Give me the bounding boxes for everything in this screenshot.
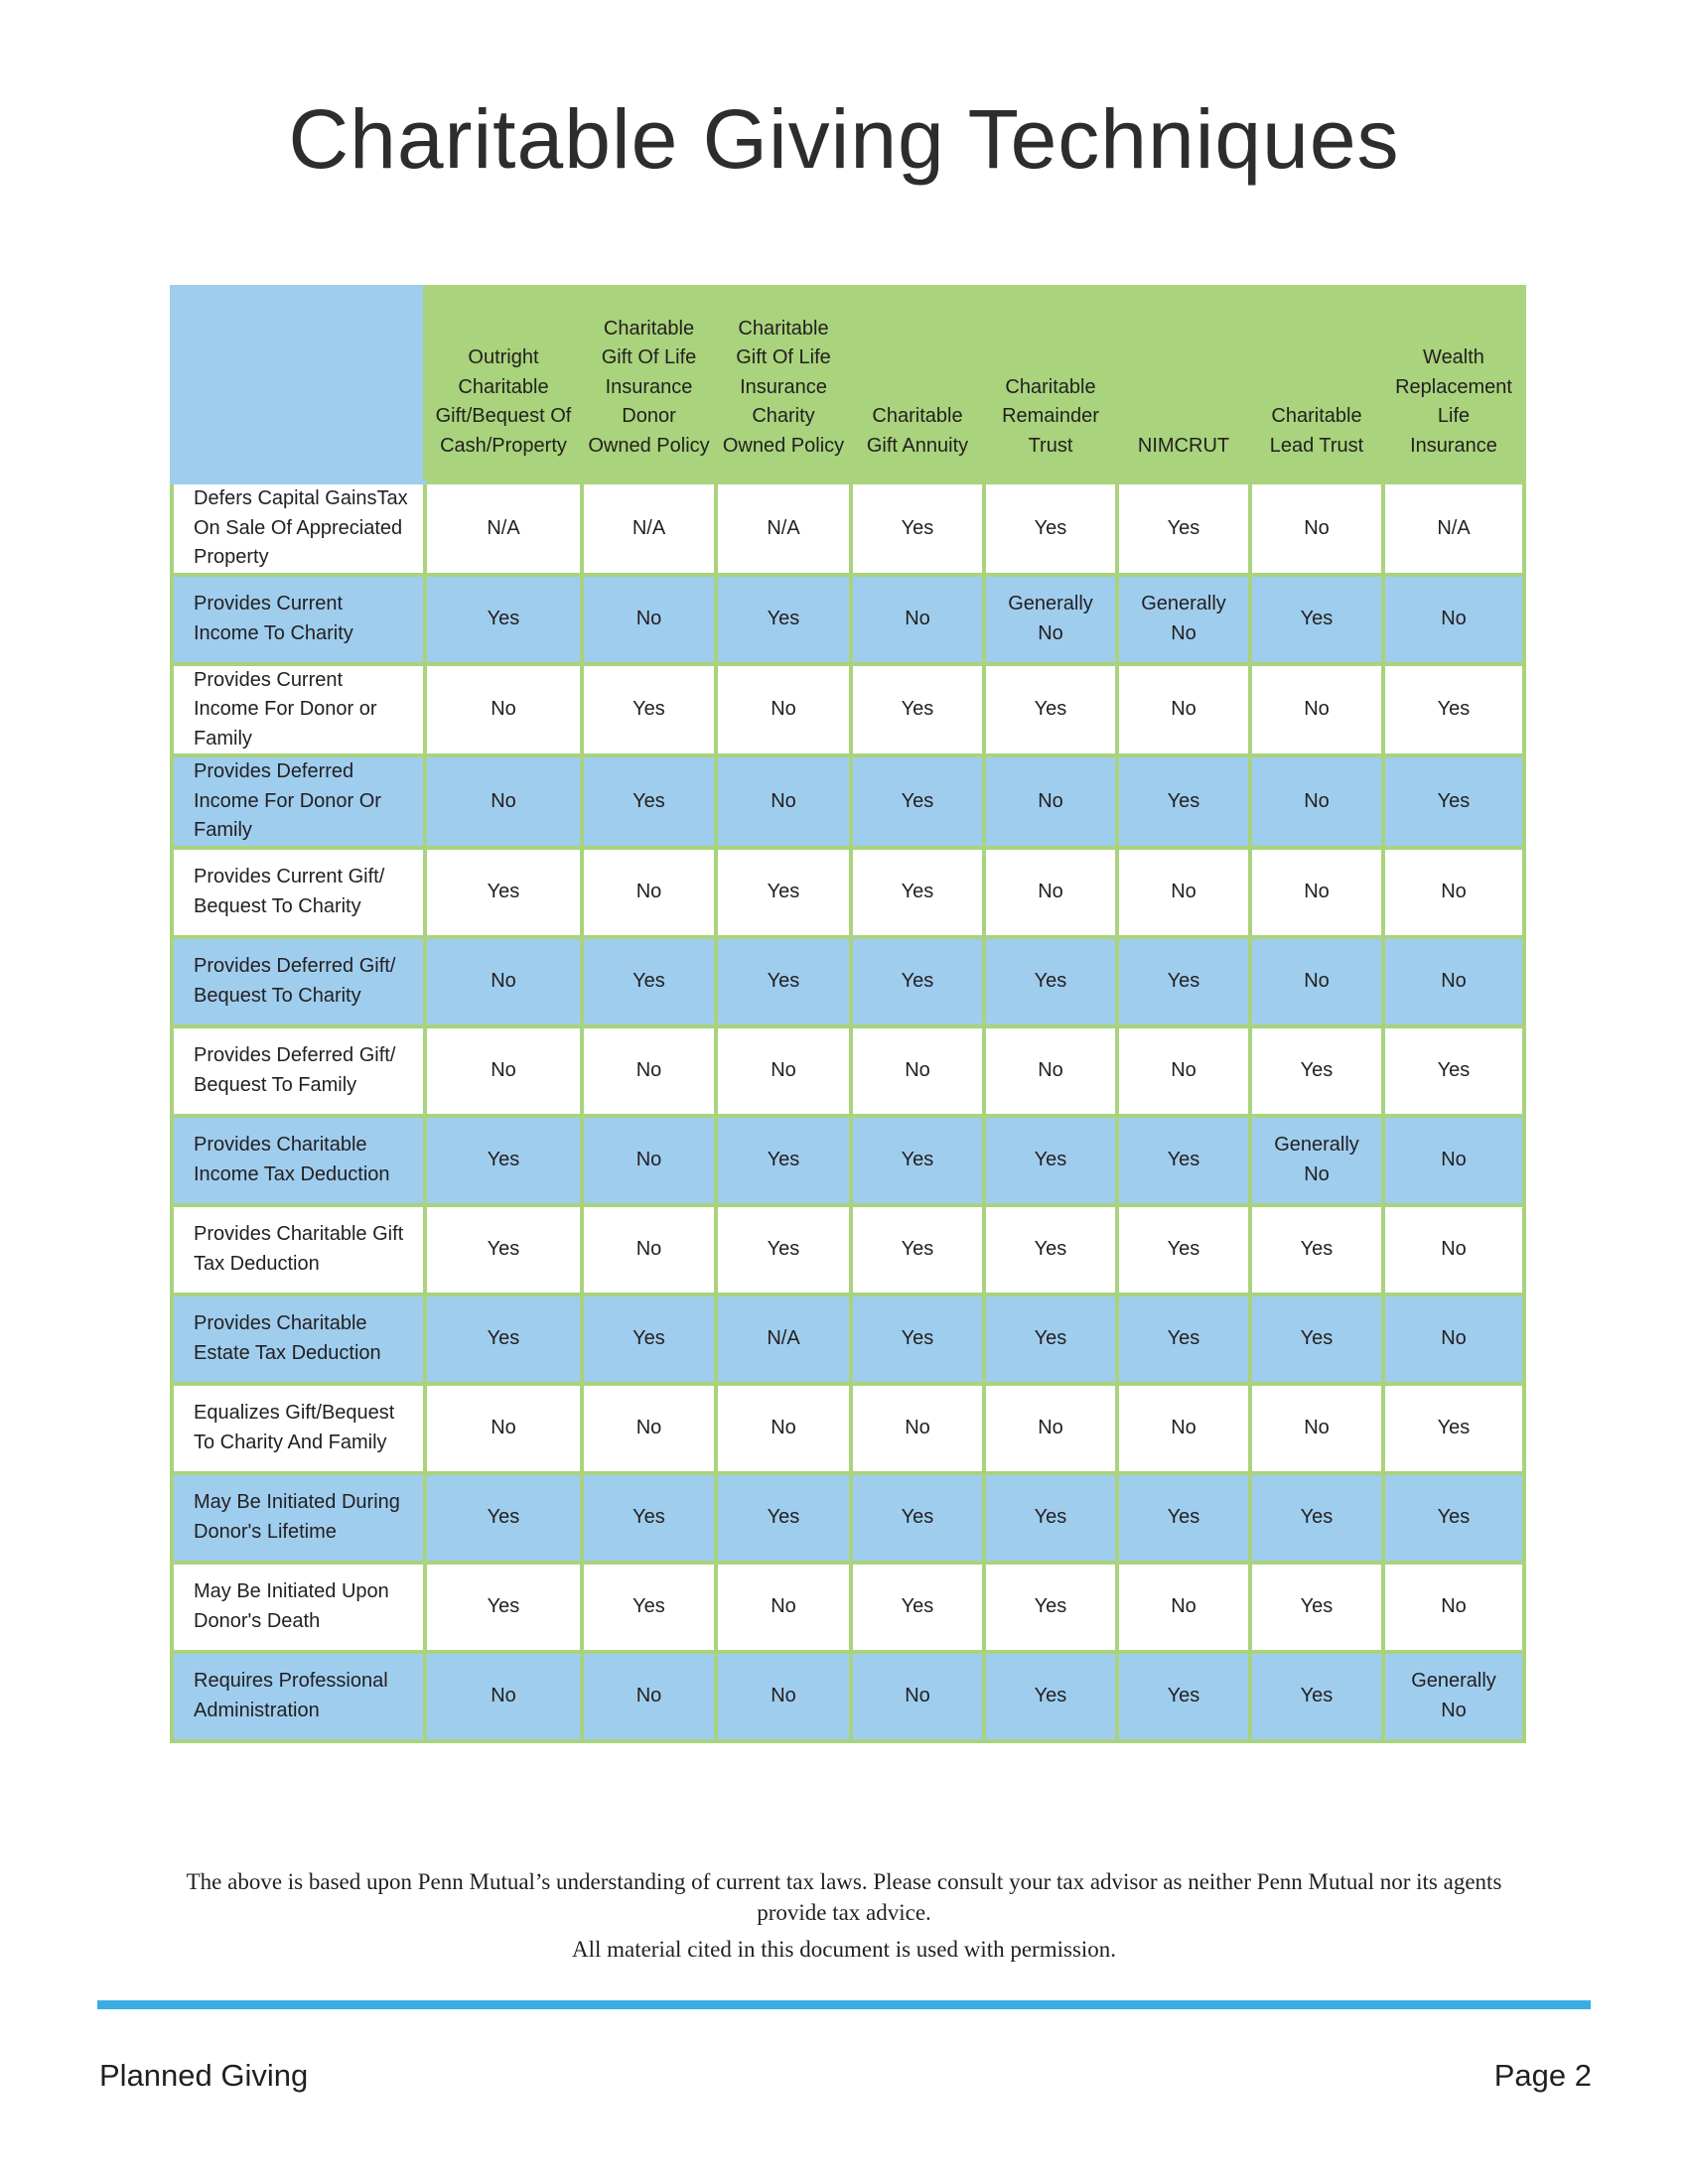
row-label: Provides Charitable Income Tax Deduction (194, 1134, 390, 1185)
cell-value: Yes (901, 516, 934, 539)
cell-value: No (635, 607, 662, 629)
cell-value: N/A (767, 1326, 800, 1349)
table-cell (582, 1205, 716, 1295)
cell-value: Yes (901, 789, 934, 812)
cell-value: No (1171, 880, 1196, 902)
cell-value: No (491, 969, 516, 992)
table-cell (716, 482, 851, 575)
table-cell (851, 1116, 984, 1205)
table-cell (851, 1295, 984, 1384)
cell-value: Yes (901, 880, 934, 902)
table-cell (1117, 482, 1250, 575)
column-header (1250, 287, 1383, 482)
table-cell (425, 1384, 582, 1473)
table-cell (1383, 848, 1524, 937)
cell-value: Yes (487, 1505, 520, 1528)
table-row (172, 664, 1524, 756)
table-cell (582, 1473, 716, 1563)
table-row (172, 1295, 1524, 1384)
cell-value: No (635, 1237, 662, 1260)
table-cell (984, 1384, 1117, 1473)
cell-value: No (771, 1594, 796, 1617)
table-cell (984, 575, 1117, 664)
table-cell (851, 755, 984, 848)
table-cell (1117, 664, 1250, 756)
table-cell (851, 1205, 984, 1295)
cell-value: No (771, 698, 796, 720)
table-cell (425, 937, 582, 1026)
table-cell (425, 664, 582, 756)
cell-value: Yes (1167, 1148, 1200, 1170)
cell-value: Yes (1034, 1148, 1067, 1170)
table-cell (1250, 755, 1383, 848)
table-cell (425, 1563, 582, 1652)
cell-value: No (771, 1058, 796, 1081)
cell-value: No (1441, 1326, 1467, 1349)
table-cell (582, 1026, 716, 1116)
column-header-label: Charitable Remainder Trust (1002, 375, 1099, 457)
table-cell (716, 1026, 851, 1116)
column-header-label: Charitable Gift Of Life Insurance Donor Owned Policy (588, 317, 710, 457)
table-cell (984, 1026, 1117, 1116)
table-cell (1117, 1384, 1250, 1473)
comparison-table (170, 285, 1526, 1743)
cell-value: Yes (487, 880, 520, 902)
row-label: Provides Current Income To Charity (194, 593, 353, 644)
row-label-cell (172, 575, 425, 664)
row-label-cell (172, 1295, 425, 1384)
page-number: Page 2 (1493, 2058, 1592, 2093)
cell-value: Yes (767, 1148, 800, 1170)
table-cell (425, 575, 582, 664)
cell-value: Yes (1437, 1058, 1471, 1081)
cell-value: Yes (1034, 516, 1067, 539)
table-cell (1383, 1116, 1524, 1205)
cell-value: No (771, 1684, 796, 1706)
cell-value: Yes (1167, 1505, 1200, 1528)
table-cell (1117, 1116, 1250, 1205)
table-cell (851, 1563, 984, 1652)
table-cell (984, 1295, 1117, 1384)
table-cell (716, 1116, 851, 1205)
table-cell (1250, 937, 1383, 1026)
cell-value: Yes (1034, 969, 1067, 992)
table-cell (425, 482, 582, 575)
table-cell (984, 1563, 1117, 1652)
table-row (172, 1384, 1524, 1473)
table-cell (851, 664, 984, 756)
table-cell (582, 755, 716, 848)
cell-value: Yes (633, 1505, 665, 1528)
row-label-cell (172, 937, 425, 1026)
table-cell (1250, 1563, 1383, 1652)
cell-value: Yes (1167, 789, 1200, 812)
table-cell (582, 482, 716, 575)
table-cell (1383, 575, 1524, 664)
cell-value: Yes (1300, 1594, 1334, 1617)
table-cell (984, 755, 1117, 848)
table-cell (984, 664, 1117, 756)
cell-value: Yes (633, 698, 665, 720)
cell-value: No (771, 789, 796, 812)
cell-value: No (491, 1058, 516, 1081)
cell-value: Yes (901, 1326, 934, 1349)
cell-value: No (905, 1416, 930, 1438)
table-cell (425, 1116, 582, 1205)
row-label-cell (172, 1026, 425, 1116)
row-label: May Be Initiated During Donor's Lifetime (194, 1491, 400, 1543)
cell-value: No (635, 1684, 662, 1706)
table-cell (716, 1205, 851, 1295)
table-cell (1383, 664, 1524, 756)
cell-value: No (1304, 1416, 1330, 1438)
cell-value: No (1038, 1416, 1063, 1438)
cell-value: Yes (1300, 1326, 1334, 1349)
table-cell (1383, 1652, 1524, 1741)
table-cell (425, 1652, 582, 1741)
row-label: Provides Deferred Gift/ Bequest To Charity (194, 955, 396, 1007)
table-cell (984, 937, 1117, 1026)
cell-value: Yes (767, 1237, 800, 1260)
column-header (425, 287, 582, 482)
cell-value: N/A (632, 516, 666, 539)
table-cell (984, 1652, 1117, 1741)
table-row (172, 1473, 1524, 1563)
cell-value: No (1304, 880, 1330, 902)
cell-value: No (1171, 1058, 1196, 1081)
column-header-label: NIMCRUT (1137, 434, 1230, 457)
cell-value: No (491, 789, 516, 812)
table-cell (1117, 755, 1250, 848)
table-cell (1383, 1384, 1524, 1473)
table-cell (425, 755, 582, 848)
column-header (716, 287, 851, 482)
table-cell (851, 848, 984, 937)
table-cell (716, 1295, 851, 1384)
table-cell (582, 1116, 716, 1205)
table-cell (1117, 937, 1250, 1026)
cell-value: No (1304, 969, 1330, 992)
cell-value: Yes (487, 1237, 520, 1260)
table-cell (1117, 575, 1250, 664)
cell-value: Yes (901, 1148, 934, 1170)
cell-value: No (491, 698, 516, 720)
table-cell (1117, 848, 1250, 937)
table-cell (716, 848, 851, 937)
cell-value: No (1441, 969, 1467, 992)
table-cell (582, 1384, 716, 1473)
table-cell (1250, 1026, 1383, 1116)
table-cell (1383, 1026, 1524, 1116)
column-header (851, 287, 984, 482)
table-cell (716, 1563, 851, 1652)
cell-value: N/A (487, 516, 520, 539)
cell-value: Yes (1034, 1594, 1067, 1617)
table-cell (1117, 1295, 1250, 1384)
cell-value: Yes (1437, 1505, 1471, 1528)
cell-value: Yes (1300, 1237, 1334, 1260)
cell-value: Yes (767, 880, 800, 902)
cell-value: No (1441, 1594, 1467, 1617)
table-cell (851, 482, 984, 575)
cell-value: No (1441, 880, 1467, 902)
cell-value: Yes (1167, 1684, 1200, 1706)
header-row (172, 287, 1524, 482)
table-cell (851, 575, 984, 664)
disclaimer-text: The above is based upon Penn Mutual’s understanding of current tax laws. Please consult your tax advisor as neither Penn Mutual nor its agents provide tax advice. (186, 1869, 1502, 1925)
row-label: Provides Deferred Income For Donor Or Family (194, 760, 381, 841)
table-row (172, 482, 1524, 575)
table-cell (582, 1652, 716, 1741)
cell-value: Yes (1300, 607, 1334, 629)
disclaimer (149, 1866, 1539, 1965)
cell-value: Yes (1437, 789, 1471, 812)
table-cell (1383, 937, 1524, 1026)
row-label: Equalizes Gift/Bequest To Charity And Family (194, 1402, 395, 1453)
column-header-label: Outright Charitable Gift/Bequest Of Cash/Property (435, 346, 572, 457)
table-cell (1383, 482, 1524, 575)
table-cell (425, 1205, 582, 1295)
table-cell (425, 848, 582, 937)
table-cell (716, 755, 851, 848)
table-cell (984, 482, 1117, 575)
row-label-cell (172, 755, 425, 848)
row-label-cell (172, 848, 425, 937)
comparison-table-container (170, 285, 1522, 1743)
column-header (984, 287, 1117, 482)
cell-value: No (635, 880, 662, 902)
row-label: Provides Current Gift/ Bequest To Charity (194, 866, 385, 917)
cell-value: Yes (901, 1237, 934, 1260)
row-label-cell (172, 1205, 425, 1295)
table-cell (1117, 1563, 1250, 1652)
table-row (172, 1652, 1524, 1741)
table-cell (1250, 1295, 1383, 1384)
row-label: Provides Current Income For Donor or Family (194, 668, 377, 750)
cell-value: No (635, 1148, 662, 1170)
cell-value: Generally No (1274, 1134, 1359, 1185)
table-cell (716, 1473, 851, 1563)
table-cell (1250, 1116, 1383, 1205)
table-cell (425, 1295, 582, 1384)
cell-value: Yes (1437, 698, 1471, 720)
column-header (1383, 287, 1524, 482)
table-cell (1383, 1205, 1524, 1295)
cell-value: Yes (901, 969, 934, 992)
table-cell (1383, 1563, 1524, 1652)
table-cell (716, 664, 851, 756)
cell-value: No (1304, 698, 1330, 720)
permission-text: All material cited in this document is used with permission. (571, 1937, 1117, 1962)
cell-value: No (635, 1416, 662, 1438)
table-cell (984, 1205, 1117, 1295)
table-cell (1117, 1473, 1250, 1563)
row-label-cell (172, 1384, 425, 1473)
cell-value: No (491, 1416, 516, 1438)
cell-value: Yes (1300, 1684, 1334, 1706)
table-cell (582, 848, 716, 937)
cell-value: No (491, 1684, 516, 1706)
cell-value: Yes (1034, 1684, 1067, 1706)
table-cell (1383, 1473, 1524, 1563)
cell-value: N/A (1437, 516, 1471, 539)
header-corner-cell (172, 287, 425, 482)
row-label-cell (172, 1473, 425, 1563)
table-cell (1250, 1205, 1383, 1295)
cell-value: No (771, 1416, 796, 1438)
cell-value: Yes (633, 969, 665, 992)
cell-value: Yes (1167, 969, 1200, 992)
cell-value: Yes (1034, 698, 1067, 720)
cell-value: Yes (767, 969, 800, 992)
row-label-cell (172, 482, 425, 575)
column-header (582, 287, 716, 482)
table-cell (716, 575, 851, 664)
cell-value: Yes (633, 789, 665, 812)
cell-value: No (635, 1058, 662, 1081)
cell-value: Generally No (1141, 593, 1226, 644)
row-label: Provides Charitable Estate Tax Deduction (194, 1312, 381, 1364)
cell-value: Yes (633, 1594, 665, 1617)
footer-divider (97, 2000, 1591, 2009)
cell-value: Yes (901, 1505, 934, 1528)
table-cell (851, 937, 984, 1026)
cell-value: No (905, 1058, 930, 1081)
cell-value: Yes (1034, 1237, 1067, 1260)
row-label: Defers Capital GainsTax On Sale Of Appreciated Property (194, 487, 408, 568)
row-label-cell (172, 1652, 425, 1741)
table-row (172, 937, 1524, 1026)
cell-value: No (905, 607, 930, 629)
cell-value: Yes (487, 607, 520, 629)
table-row (172, 848, 1524, 937)
cell-value: Yes (767, 607, 800, 629)
cell-value: Yes (1437, 1416, 1471, 1438)
cell-value: Generally No (1008, 593, 1093, 644)
cell-value: Yes (1167, 516, 1200, 539)
table-cell (1250, 1473, 1383, 1563)
table-cell (1117, 1205, 1250, 1295)
row-label-cell (172, 1563, 425, 1652)
table-cell (425, 1026, 582, 1116)
table-row (172, 1116, 1524, 1205)
table-cell (1250, 1652, 1383, 1741)
table-cell (1250, 664, 1383, 756)
cell-value: Generally No (1411, 1670, 1496, 1721)
table-cell (1250, 848, 1383, 937)
cell-value: No (1038, 1058, 1063, 1081)
cell-value: No (905, 1684, 930, 1706)
table-row (172, 1563, 1524, 1652)
column-header-label: Charitable Gift Of Life Insurance Charity Owned Policy (722, 317, 845, 457)
table-cell (1250, 482, 1383, 575)
cell-value: No (1171, 1416, 1196, 1438)
table-cell (582, 664, 716, 756)
table-row (172, 575, 1524, 664)
table-row (172, 1205, 1524, 1295)
cell-value: No (1038, 789, 1063, 812)
cell-value: Yes (487, 1594, 520, 1617)
table-cell (984, 848, 1117, 937)
row-label-cell (172, 664, 425, 756)
cell-value: No (1441, 1148, 1467, 1170)
cell-value: Yes (487, 1148, 520, 1170)
cell-value: Yes (487, 1326, 520, 1349)
table-cell (851, 1652, 984, 1741)
cell-value: No (1038, 880, 1063, 902)
cell-value: Yes (901, 698, 934, 720)
cell-value: No (1441, 1237, 1467, 1260)
table-cell (582, 1295, 716, 1384)
column-header-label: Charitable Lead Trust (1269, 405, 1364, 457)
table-cell (1250, 575, 1383, 664)
row-label: Requires Professional Administration (194, 1670, 388, 1721)
table-cell (851, 1026, 984, 1116)
table-cell (1250, 1384, 1383, 1473)
row-label: Provides Deferred Gift/ Bequest To Family (194, 1044, 396, 1096)
row-label: Provides Charitable Gift Tax Deduction (194, 1223, 404, 1275)
table-cell (582, 1563, 716, 1652)
table-cell (851, 1384, 984, 1473)
cell-value: No (1441, 607, 1467, 629)
table-cell (1117, 1652, 1250, 1741)
table-cell (851, 1473, 984, 1563)
table-cell (716, 1652, 851, 1741)
table-cell (984, 1116, 1117, 1205)
cell-value: Yes (1300, 1505, 1334, 1528)
cell-value: No (1304, 516, 1330, 539)
column-header-label: Charitable Gift Annuity (866, 405, 969, 457)
cell-value: Yes (901, 1594, 934, 1617)
cell-value: Yes (633, 1326, 665, 1349)
table-cell (1383, 755, 1524, 848)
table-cell (425, 1473, 582, 1563)
cell-value: Yes (1167, 1326, 1200, 1349)
cell-value: N/A (767, 516, 800, 539)
table-cell (716, 937, 851, 1026)
column-header-label: Wealth Replacement Life Insurance (1395, 346, 1512, 457)
cell-value: No (1171, 1594, 1196, 1617)
table-cell (1383, 1295, 1524, 1384)
cell-value: Yes (1034, 1505, 1067, 1528)
table-cell (984, 1473, 1117, 1563)
table-cell (716, 1384, 851, 1473)
table-cell (582, 575, 716, 664)
table-body (172, 482, 1524, 1741)
cell-value: No (1171, 698, 1196, 720)
row-label-cell (172, 1116, 425, 1205)
cell-value: Yes (1167, 1237, 1200, 1260)
cell-value: No (1304, 789, 1330, 812)
footer-section-title: Planned Giving (99, 2058, 309, 2093)
table-row (172, 1026, 1524, 1116)
column-header (1117, 287, 1250, 482)
table-row (172, 755, 1524, 848)
page-title: Charitable Giving Techniques (288, 92, 1400, 186)
table-cell (1117, 1026, 1250, 1116)
cell-value: Yes (767, 1505, 800, 1528)
table-cell (582, 937, 716, 1026)
cell-value: Yes (1300, 1058, 1334, 1081)
row-label: May Be Initiated Upon Donor's Death (194, 1580, 389, 1632)
cell-value: Yes (1034, 1326, 1067, 1349)
